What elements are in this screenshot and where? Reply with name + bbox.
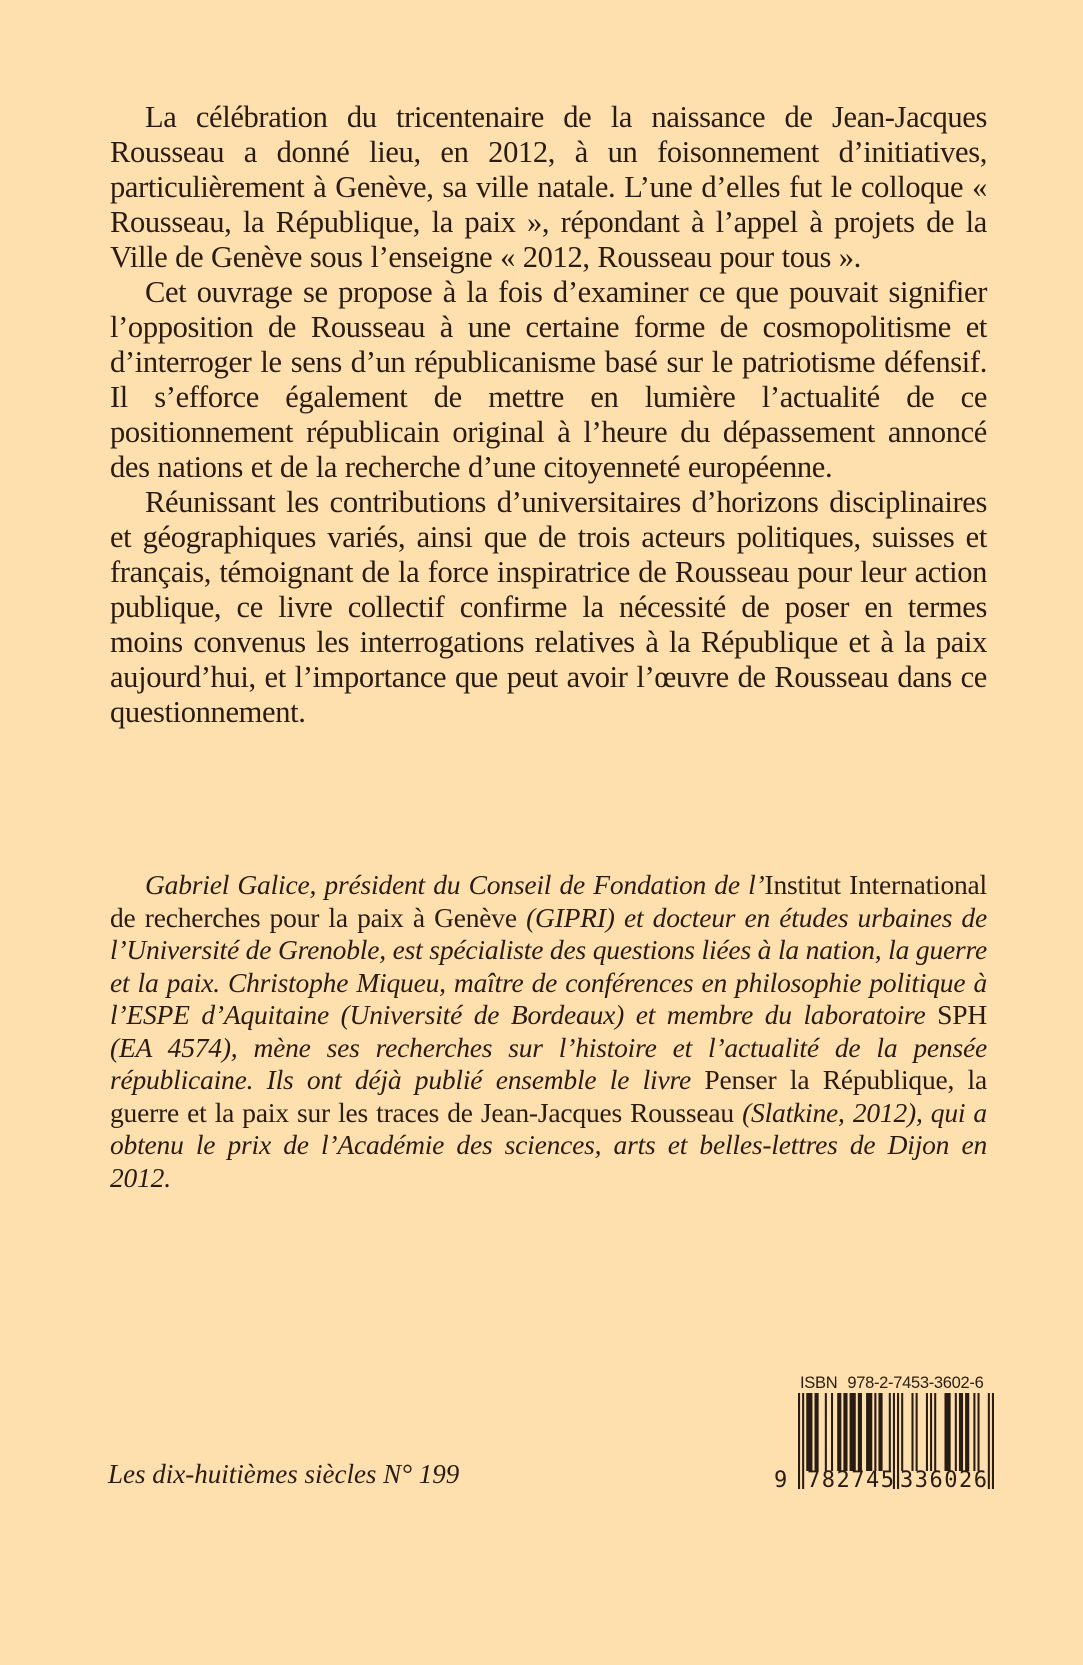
- blurb-paragraph: Réunissant les contributions d’universitaires d’horizons disciplinaires et géographiques variés, ainsi que de trois acteurs politiques, suisses et français, témoignant de la force inspiratrice de Rousseau pour leur action publique, ce livre collectif confirme la nécessité de poser en termes moins convenus les interrogations relatives à la République et à la paix aujourd’hui, et l’importance que peut avoir l’œuvre de Rousseau dans ce questionnement.: [110, 485, 987, 729]
- barcode-bar: [901, 1393, 903, 1471]
- bio-segment: (EA 4574), mène ses recherches sur l’histoire et l’actualité de la pensée républicaine. Ils ont déjà publié ensemble le livre: [110, 1031, 987, 1095]
- barcode-bar: [911, 1393, 913, 1471]
- bio-segment-book-title: Penser la République, la guerre et la paix sur les traces de Jean-Jacques Rousseau: [110, 1064, 988, 1128]
- bio-segment: (Slatkine, 2012), qui a obtenu le prix de l’Académie des sciences, arts et belles-lettres de Dijon en 2012.: [110, 1096, 987, 1193]
- barcode-bar: [944, 1393, 950, 1471]
- barcode-guard-bar: [798, 1393, 800, 1489]
- back-cover-blurb: [110, 100, 987, 730]
- barcode-bar: [825, 1393, 827, 1471]
- isbn-label: [800, 1374, 994, 1392]
- barcode-bar: [831, 1393, 833, 1471]
- barcode-bar: [806, 1393, 812, 1471]
- barcode-bar: [930, 1393, 932, 1471]
- isbn-prefix: ISBN: [800, 1374, 838, 1392]
- bio-segment: Gabriel Galice, président du Conseil de Fondation de l’: [145, 869, 765, 900]
- barcode-bar: [955, 1393, 957, 1471]
- barcode-bar: [878, 1393, 882, 1471]
- barcode-guard-bar: [897, 1393, 899, 1489]
- barcode-bar: [815, 1393, 819, 1471]
- bio-segment-institute: Institut International de recherches pour la paix à Genève: [110, 869, 987, 933]
- authors-bio-paragraph: [110, 869, 987, 1194]
- barcode-bar: [959, 1393, 963, 1471]
- barcode-left-digits: 782745: [807, 1468, 896, 1493]
- bio-segment: (GIPRI) et docteur en études urbaines de l’Université de Grenoble, est spécialiste des questions liées à la nation, la guerre et la paix. Christophe Miqueu, maître de conférences en philosophie politique à l’ESPE d’Aquitaine (Université de Bordeaux) et membre du laboratoire: [110, 901, 987, 1030]
- barcode-bar: [934, 1393, 936, 1471]
- barcode-bar: [837, 1393, 841, 1471]
- blurb-paragraph: La célébration du tricentenaire de la naissance de Jean-Jacques Rousseau a donné lieu, en 2012, à un foisonnement d’initiatives, particulièrement à Genève, sa ville natale. L’une d’elles fut le colloque « Rousseau, la République, la paix », répondant à l’appel à projets de la Ville de Genève sous l’enseigne « 2012, Rousseau pour tous ».: [110, 100, 987, 274]
- barcode-bar: [926, 1393, 928, 1471]
- barcode-lead-digit: 9: [774, 1468, 788, 1493]
- barcode-bar: [858, 1393, 862, 1471]
- series-label: Les dix-huitièmes siècles N° 199: [108, 1459, 460, 1489]
- barcode-bar: [874, 1393, 876, 1471]
- bio-segment-lab: SPH: [937, 999, 987, 1030]
- isbn-number: 978-2-7453-3602-6: [847, 1374, 984, 1392]
- barcode-bar: [889, 1393, 891, 1471]
- blurb-paragraph: Cet ouvrage se propose à la fois d’examiner ce que pouvait signifier l’opposition de Rousseau à une certaine forme de cosmopolitisme et d’interroger le sens d’un républicanisme basé sur le patriotisme défensif. Il s’efforce également de mettre en lumière l’actualité de ce positionnement républicain original à l’heure du dépassement annoncé des nations et de la recherche d’une citoyenneté européenne.: [110, 275, 987, 484]
- barcode-bar: [965, 1393, 969, 1471]
- barcode-bar: [916, 1393, 918, 1471]
- barcode-bar: [843, 1393, 847, 1471]
- barcode-guard-bar: [802, 1393, 804, 1489]
- barcode-right-digits: 336026: [900, 1468, 989, 1493]
- barcode-guard-bar: [992, 1393, 994, 1489]
- barcode-bar: [973, 1393, 975, 1471]
- barcode-bar: [866, 1393, 872, 1471]
- barcode-bar: [977, 1393, 979, 1471]
- barcode-bar: [850, 1393, 856, 1471]
- authors-bio: [110, 869, 987, 1194]
